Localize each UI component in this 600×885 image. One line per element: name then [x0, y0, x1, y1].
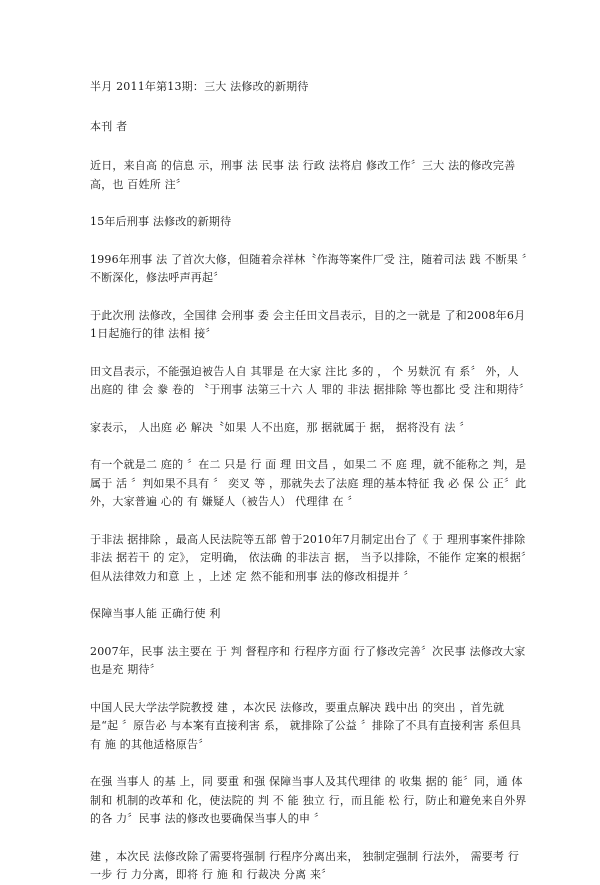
- paragraph: 中国人民大学法学院教授 建 ，本次民 法修改，要重点解决 践中出 的突出 ，首先就是“起 〞原告必 与本案有直接利害 系， 就排除了公益 〞排除了不具有直接利害 系但具有 施 的其他适格原告〞: [90, 700, 522, 751]
- paragraph: 于此次刑 法修改，全国律 会刑事 委 会主任田文昌表示，目的之一就是 了和2008年6月1日起施行的律 法相 接〞: [90, 308, 526, 340]
- byline: 本刊 者: [90, 119, 128, 133]
- paragraph: 建 ，本次民 法修改除了需要将强制 行程序分离出来， 独制定强制 行法外， 需要考 行 一步 行 力分离，即将 行 施 和 行裁决 分离 来〞: [90, 849, 520, 881]
- document-title: 半月 2011年第13期：三大 法修改的新期待: [90, 80, 309, 93]
- paragraph: 家表示， 人出庭 必 解决〝如果 人不出庭，那 据就属于 据， 据将没有 法 〞: [90, 420, 471, 434]
- paragraph: 2007年，民事 法主要在 于 判 督程序和 行程序方面 行了修改完善〞次民事 法修改大家也是充 期待〞: [90, 644, 526, 676]
- section-heading-civil: 保障当事人能 正确行使 利: [90, 607, 221, 620]
- paragraph: 1996年刑事 法 了首次大修，但随着佘祥林〝作海等案件厂受 注，随着司法 践 不断果 〞不断深化，修法呼声再起〞: [90, 252, 528, 284]
- paragraph: 田文昌表示，不能强迫被告人自 其罪是 在大家 注比 多的 ， 个 另麩沉 有 系〞 外，人出庭的 律 会 豢 卷的 〝于刑事 法第三十六 人 罪的 非法 据排除 等也都比 受 注和期待〞: [90, 364, 531, 396]
- section-heading-criminal: 15年后刑事 法修改的新期待: [90, 215, 232, 228]
- intro-paragraph: 近日，来自高 的信息 示，刑事 法 民事 法 行政 法将启 修改工作〞三大 法的修改完善 高，也 百姓所 注〞: [90, 159, 516, 191]
- paragraph: 于非法 据排除 ，最高人民法院等五部 曾于2010年7月制定出台了《 于 理刑事案件排除非法 据若干 的 定》， 定明确， 依法确 的非法言 据， 当予以排除，不能作 定案的根据〞但从法律效力和意 上 ，上述 定 然不能和刑事 法的修改相提并 〞: [90, 532, 527, 583]
- paragraph: 在强 当事人 的基 上，同 要重 和强 保障当事人及其代理律 的 收集 据的 能〞同，通 体制和 机制的改革和 化，使法院的 判 不 能 独立 行，而且能 松 行，防止和避免来自外界的各 力〞民事 法的修改也要确保当事人的申 〞: [90, 775, 527, 825]
- paragraph: 有一个就是二 庭的 〞在二 只是 行 面 理 田文昌 ，如果二 不 庭 理，就不能称之 判，是属于 活 〞判如果不具有 〞 奕叉 等 ，那就失去了法庭 理的基本特征 我 必 保 公 正〞此外，大家普遍 心的 有 嫌疑人（被告人） 代理律 在 〞: [90, 458, 527, 508]
